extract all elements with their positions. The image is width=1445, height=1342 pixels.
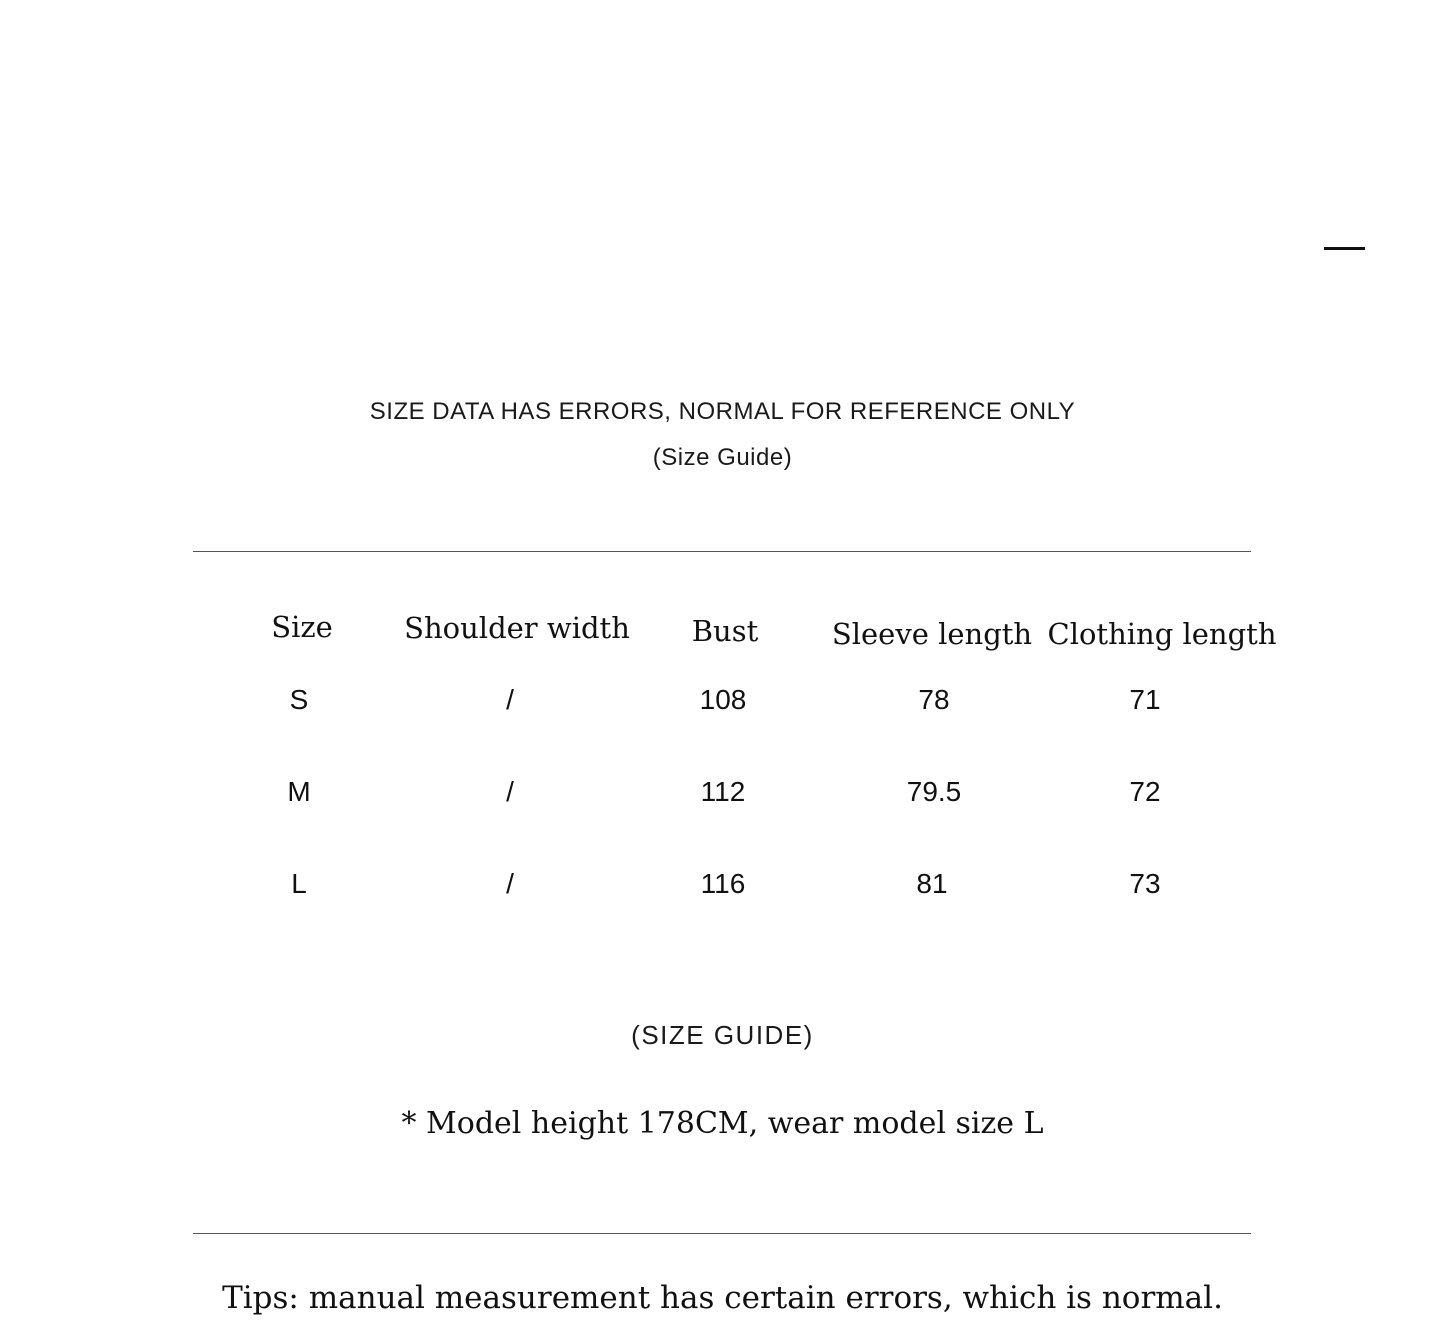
table-cell: 108 [699, 684, 747, 715]
column-header-shoulder-width: Shoulder width [404, 611, 630, 645]
table-cell: / [506, 868, 514, 899]
tips-text: Tips: manual measurement has certain errors, which is normal. [222, 1280, 1223, 1316]
table-cell: 72 [1129, 776, 1161, 807]
column-header-clothing-length: Clothing length [1047, 617, 1277, 651]
table-cell: 73 [1129, 868, 1161, 899]
column-header-size: Size [271, 610, 333, 644]
table-cell: 71 [1129, 684, 1161, 715]
table-cell: S [289, 684, 309, 715]
minus-icon [1324, 247, 1365, 250]
size-disclaimer: SIZE DATA HAS ERRORS, NORMAL FOR REFERENCE ONLY [369, 398, 1076, 425]
bottom-divider [193, 1233, 1251, 1234]
top-divider [193, 551, 1251, 552]
model-note: * Model height 178CM, wear model size L [401, 1106, 1044, 1141]
column-header-sleeve-length: Sleeve length [831, 617, 1033, 651]
table-cell: 79.5 [906, 776, 962, 807]
table-cell: 78 [918, 684, 950, 715]
size-guide-label: (SIZE GUIDE) [631, 1020, 814, 1050]
table-cell: 81 [916, 868, 948, 899]
table-cell: 112 [700, 776, 746, 807]
table-cell: 116 [700, 868, 746, 899]
table-cell: / [506, 684, 514, 715]
table-cell: / [506, 776, 514, 807]
size-guide-subtitle: (Size Guide) [652, 444, 793, 471]
table-cell: L [291, 868, 307, 899]
table-cell: M [287, 776, 311, 807]
column-header-bust: Bust [691, 614, 759, 648]
